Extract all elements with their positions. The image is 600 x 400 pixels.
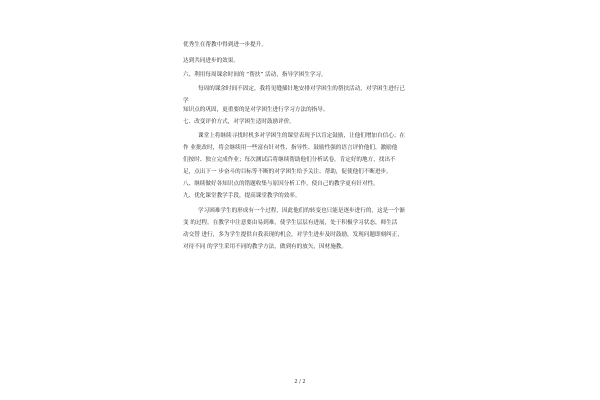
text-line: 学 [183,98,189,104]
text-line: 学习困难学生的形成有一个过程，因此他们的转变也只能是逐步进行的，这是一个渐 [198,208,405,214]
text-line: 优秀生在帮教中得到进一步提升。 [183,42,267,48]
text-line: 变 的过程。在教学中注意要由易到难，使学生层层有进展，处于积极学习状态，师生活 [183,220,398,226]
text-line: 对待不同 的学生采用不同的教学方法，做到有的放矢，因材施教。 [183,244,347,250]
text-line: 课堂上将继续寻找时机多对学困生的课堂表现予以肯定鼓励，让他们增加自信心；在 [198,133,405,139]
text-line: 知识点的巩固，更重要的是对学困生进行学习方法的指导。 [183,107,329,113]
text-line: 作 业批改时，将会继续用一些富有针对性、指导性、鼓励性强的语言评价他们，激励他 [183,145,398,151]
section-heading: 九、优化课堂教学手段，提高课堂教学的效率。 [183,193,301,199]
section-heading: 八、继续做好各知识点的错题收集与原因分析工作，使自己的教学更有针对性。 [183,181,379,187]
text-line: 达到共同进步的效果。 [183,58,239,64]
text-line: 动交替 进行，多为学生提供自我表现的机会，对学生进步及时鼓励，发现问题即刻纠正， [183,232,403,238]
section-heading: 七、改变评价方式，对学困生适时鼓励评价。 [183,119,295,125]
text-line: 足，点出下一 步奋斗的目标等不断的对学困生给予关注、帮助，促使他们不断进步。 [183,169,392,175]
text-line: 每周的课余时间不固定，我将见缝插针地安排对学困生的帮扶活动，对学困生进行已 [198,86,405,92]
section-heading: 六、利用每周课余时间的 “帮扶” 活动，指导学困生学习。 [183,72,327,78]
page-number: 2 / 2 [294,379,306,385]
text-line: 们按时、独立完成作业；每次测试后将继续帮助他们分析试卷，肯定好的地方，找出不 [183,157,396,163]
